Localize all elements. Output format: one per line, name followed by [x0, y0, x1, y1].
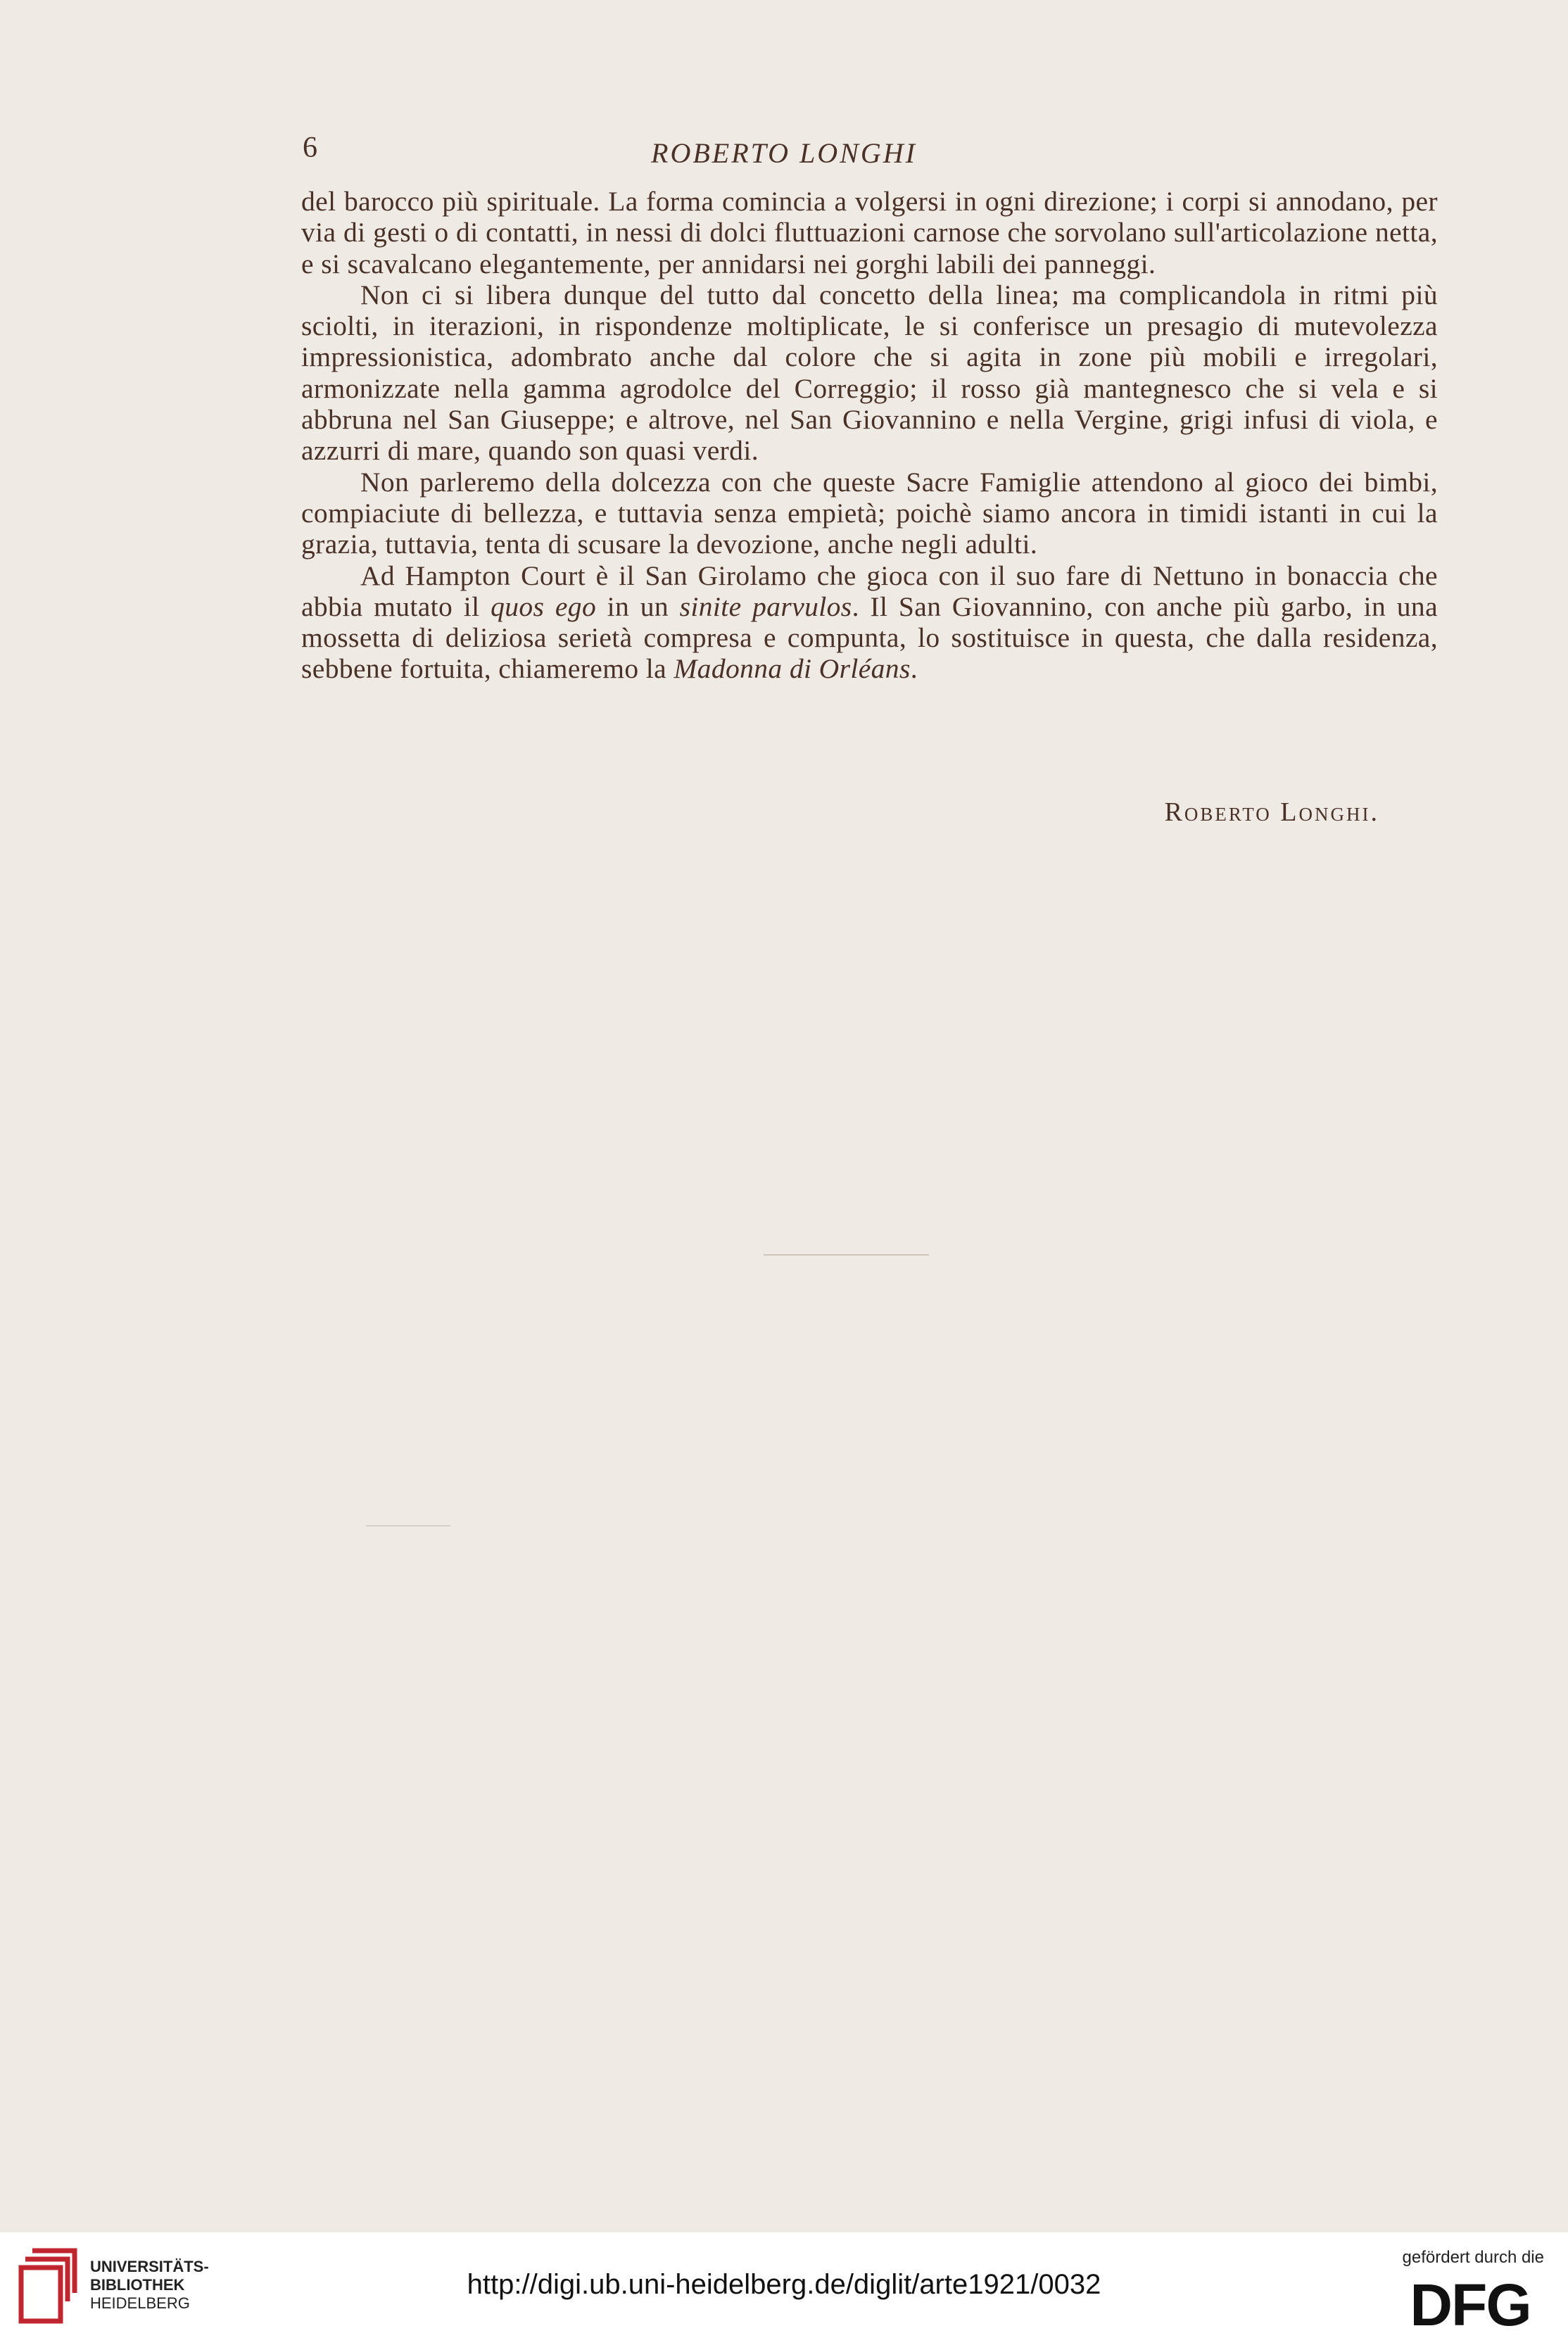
latin-phrase-quos-ego: quos ego [491, 590, 597, 622]
running-head: ROBERTO LONGHI [651, 137, 917, 169]
library-name-line-1: UNIVERSITÄTS- [90, 2258, 209, 2275]
paragraph-3: Non parleremo della dolcezza con che queste Sacre Famiglie attendono al gioco dei bimbi, compiaciute di bellezza, e tuttavia senza empietà; poichè siamo ancora in timidi istanti in cui la grazia, tuttavia, tenta di scusare la devozione, anche negli adulti. [301, 466, 1438, 560]
library-name-line-2: BIBLIOTHEK [90, 2276, 185, 2294]
paragraph-4 [301, 560, 1438, 685]
paragraph-4-text-c: . Il San Giovannino, con anche più garbo, in una mossetta di deliziosa serietà compresa e compunta, lo sostituisce in questa, che dalla residenza, sebbene fortuita, chiameremo la [301, 590, 1438, 685]
funding-caption: gefördert durch die [1402, 2248, 1544, 2267]
article-body [301, 186, 1438, 685]
dfg-logo-text: DFG [1410, 2275, 1531, 2332]
paragraph-4-text-b: in un [596, 590, 680, 622]
paragraph-4-text-a: Ad Hampton Court è il San Girolamo che gioca con il suo fare di Nettuno in bonaccia che abbia mutato il [301, 560, 1438, 622]
digitization-footer [0, 2232, 1568, 2345]
library-name-line-3: HEIDELBERG [90, 2294, 190, 2312]
paragraph-4-text-d: . [910, 653, 918, 685]
faint-rule [764, 1254, 929, 1256]
paragraph-1: del barocco più spirituale. La forma comincia a volgersi in ogni direzione; i corpi si annodano, per via di gesti o di contatti, in nessi di dolci fluttuazioni carnose che sorvolano sull'articolazione netta, e si scavalcano elegantemente, per annidarsi nei gorghi labili dei panneggi. [301, 186, 1438, 279]
painting-title: Madonna di Orléans [674, 653, 911, 685]
dfg-logo-icon [1396, 2275, 1544, 2332]
permalink-url[interactable]: http://digi.ub.uni-heidelberg.de/diglit/arte1921/0032 [467, 2269, 1101, 2300]
faint-rule [366, 1525, 450, 1527]
latin-phrase-sinite-parvulos: sinite parvulos [679, 590, 852, 622]
author-signature: Roberto Longhi. [1164, 797, 1379, 827]
paragraph-2: Non ci si libera dunque del tutto dal concetto della linea; ma complicandola in ritmi più sciolti, in iterazioni, in rispondenze moltiplicate, le si conferisce un presagio di mutevolezza impressionistica, adombrato anche dal colore che si agita in zone più mobili e irregolari, armonizzate nella gamma agrodolce del Correggio; il rosso già mantegnesco che si vela e si abbruna nel San Giuseppe; e altrove, nel San Giovannino e nella Vergine, grigi infusi di viola, e azzurri di mare, quando son quasi verdi. [301, 279, 1438, 467]
page-number: 6 [303, 132, 318, 164]
